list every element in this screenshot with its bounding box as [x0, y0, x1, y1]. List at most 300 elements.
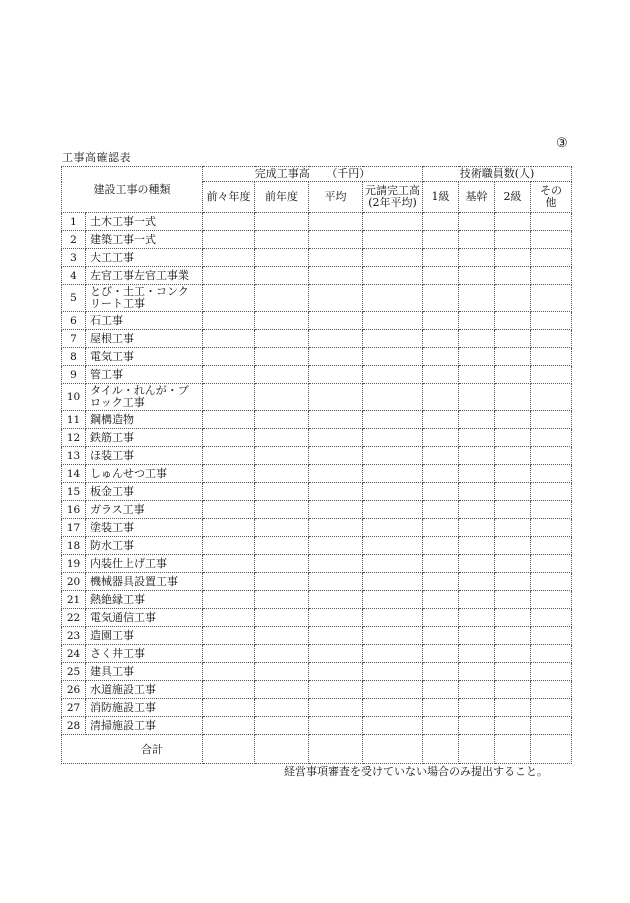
table-row: [62, 591, 572, 609]
cell-prime[interactable]: [363, 591, 423, 609]
table-row: [62, 285, 572, 312]
cell-core[interactable]: [459, 312, 495, 330]
cell-g2[interactable]: [495, 537, 531, 555]
total-cell-g1[interactable]: [423, 735, 459, 764]
cell-other[interactable]: [531, 591, 572, 609]
cell-prev[interactable]: [255, 231, 309, 249]
cell-core[interactable]: [459, 519, 495, 537]
cell-avg[interactable]: [309, 717, 363, 735]
cell-avg[interactable]: [309, 699, 363, 717]
cell-core[interactable]: [459, 267, 495, 285]
cell-avg[interactable]: [309, 573, 363, 591]
cell-prev[interactable]: [255, 465, 309, 483]
cell-prime[interactable]: [363, 717, 423, 735]
work-type-name: [86, 645, 203, 663]
cell-prime[interactable]: [363, 411, 423, 429]
work-type-name-line1: 電気工事: [90, 349, 134, 363]
cell-core[interactable]: [459, 411, 495, 429]
cell-prev2[interactable]: [203, 609, 255, 627]
cell-other[interactable]: [531, 663, 572, 681]
table-row: [62, 348, 572, 366]
cell-prev2[interactable]: [203, 483, 255, 501]
cell-other[interactable]: [531, 699, 572, 717]
cell-avg[interactable]: [309, 627, 363, 645]
cell-g1[interactable]: [423, 573, 459, 591]
work-type-name-line1: 機械器具設置工事: [90, 574, 178, 588]
work-type-name-line1: 鉄筋工事: [90, 430, 134, 444]
header-other-line2: 他: [545, 196, 557, 209]
cell-prev2[interactable]: [203, 627, 255, 645]
table-row: [62, 312, 572, 330]
cell-g1[interactable]: [423, 213, 459, 231]
header-other-line1: その: [540, 184, 563, 197]
cell-prime[interactable]: [363, 537, 423, 555]
cell-g1[interactable]: [423, 717, 459, 735]
cell-core[interactable]: [459, 591, 495, 609]
cell-prev[interactable]: [255, 627, 309, 645]
cell-g1[interactable]: [423, 483, 459, 501]
cell-avg[interactable]: [309, 312, 363, 330]
header-prev2-year: 前々年度: [203, 182, 255, 213]
cell-other[interactable]: [531, 717, 572, 735]
cell-prime[interactable]: [363, 609, 423, 627]
cell-prev[interactable]: [255, 681, 309, 699]
cell-g2[interactable]: [495, 213, 531, 231]
cell-g1[interactable]: [423, 555, 459, 573]
cell-core[interactable]: [459, 483, 495, 501]
cell-prev2[interactable]: [203, 519, 255, 537]
cell-prev2[interactable]: [203, 555, 255, 573]
row-number: 10: [62, 384, 86, 411]
cell-prev[interactable]: [255, 645, 309, 663]
cell-other[interactable]: [531, 627, 572, 645]
cell-prime[interactable]: [363, 501, 423, 519]
cell-core[interactable]: [459, 429, 495, 447]
cell-prime[interactable]: [363, 483, 423, 501]
cell-prev[interactable]: [255, 429, 309, 447]
work-type-name: [86, 348, 203, 366]
work-type-name-line1: 管工事: [90, 367, 123, 381]
total-cell-prime[interactable]: [363, 735, 423, 764]
cell-g2[interactable]: [495, 483, 531, 501]
cell-prev2[interactable]: [203, 591, 255, 609]
cell-prime[interactable]: [363, 366, 423, 384]
work-type-name: [86, 213, 203, 231]
cell-prev[interactable]: [255, 501, 309, 519]
row-number: 25: [62, 663, 86, 681]
cell-prime[interactable]: [363, 681, 423, 699]
work-type-name: [86, 366, 203, 384]
cell-prev[interactable]: [255, 285, 309, 312]
cell-prev2[interactable]: [203, 249, 255, 267]
cell-prime[interactable]: [363, 573, 423, 591]
work-type-name-line1: 大工工事: [90, 250, 134, 264]
cell-g2[interactable]: [495, 681, 531, 699]
work-type-name-line1: 石工事: [90, 313, 123, 327]
cell-prev2[interactable]: [203, 663, 255, 681]
cell-g1[interactable]: [423, 249, 459, 267]
table-row: [62, 411, 572, 429]
row-number: 21: [62, 591, 86, 609]
cell-core[interactable]: [459, 285, 495, 312]
cell-prime[interactable]: [363, 348, 423, 366]
work-type-name: [86, 501, 203, 519]
cell-prev[interactable]: [255, 717, 309, 735]
work-type-name: [86, 681, 203, 699]
cell-prev2[interactable]: [203, 330, 255, 348]
table-row: [62, 465, 572, 483]
cell-prev[interactable]: [255, 267, 309, 285]
cell-other[interactable]: [531, 366, 572, 384]
cell-g1[interactable]: [423, 645, 459, 663]
cell-avg[interactable]: [309, 483, 363, 501]
cell-avg[interactable]: [309, 663, 363, 681]
cell-g2[interactable]: [495, 645, 531, 663]
cell-g2[interactable]: [495, 465, 531, 483]
cell-g2[interactable]: [495, 384, 531, 411]
cell-prime[interactable]: [363, 384, 423, 411]
cell-prev2[interactable]: [203, 681, 255, 699]
cell-avg[interactable]: [309, 609, 363, 627]
total-cell-g2[interactable]: [495, 735, 531, 764]
cell-avg[interactable]: [309, 429, 363, 447]
table-row: [62, 231, 572, 249]
cell-g1[interactable]: [423, 519, 459, 537]
table-row: [62, 429, 572, 447]
work-type-name: [86, 699, 203, 717]
work-type-name-line1: 屋根工事: [90, 331, 134, 345]
table-row: [62, 627, 572, 645]
cell-prev[interactable]: [255, 249, 309, 267]
cell-g1[interactable]: [423, 537, 459, 555]
cell-other[interactable]: [531, 501, 572, 519]
header-core: 基幹: [459, 182, 495, 213]
cell-g1[interactable]: [423, 348, 459, 366]
cell-prev2[interactable]: [203, 213, 255, 231]
cell-prev2[interactable]: [203, 366, 255, 384]
cell-prime[interactable]: [363, 231, 423, 249]
cell-g1[interactable]: [423, 285, 459, 312]
cell-core[interactable]: [459, 384, 495, 411]
work-type-name: [86, 609, 203, 627]
header-work-type: 建設工事の種類: [62, 167, 203, 213]
cell-prime[interactable]: [363, 285, 423, 312]
cell-prev2[interactable]: [203, 537, 255, 555]
cell-prev2[interactable]: [203, 411, 255, 429]
work-type-name-line1: 板金工事: [90, 484, 134, 498]
cell-core[interactable]: [459, 348, 495, 366]
cell-prev2[interactable]: [203, 465, 255, 483]
cell-avg[interactable]: [309, 267, 363, 285]
work-type-name-line1: ほ装工事: [90, 448, 134, 462]
cell-other[interactable]: [531, 681, 572, 699]
cell-prev[interactable]: [255, 213, 309, 231]
row-number: 6: [62, 312, 86, 330]
cell-prime[interactable]: [363, 330, 423, 348]
cell-other[interactable]: [531, 249, 572, 267]
cell-avg[interactable]: [309, 519, 363, 537]
work-type-name: [86, 519, 203, 537]
cell-g2[interactable]: [495, 366, 531, 384]
cell-core[interactable]: [459, 555, 495, 573]
cell-core[interactable]: [459, 699, 495, 717]
total-cell-core[interactable]: [459, 735, 495, 764]
header-prev-year: 前年度: [255, 182, 309, 213]
cell-g2[interactable]: [495, 330, 531, 348]
cell-other[interactable]: [531, 483, 572, 501]
cell-g1[interactable]: [423, 366, 459, 384]
cell-core[interactable]: [459, 213, 495, 231]
cell-avg[interactable]: [309, 411, 363, 429]
cell-core[interactable]: [459, 627, 495, 645]
cell-core[interactable]: [459, 717, 495, 735]
cell-g1[interactable]: [423, 411, 459, 429]
cell-prime[interactable]: [363, 519, 423, 537]
cell-prev2[interactable]: [203, 447, 255, 465]
cell-avg[interactable]: [309, 501, 363, 519]
cell-prev2[interactable]: [203, 348, 255, 366]
cell-other[interactable]: [531, 330, 572, 348]
cell-avg[interactable]: [309, 213, 363, 231]
cell-other[interactable]: [531, 465, 572, 483]
cell-g2[interactable]: [495, 249, 531, 267]
cell-prev2[interactable]: [203, 231, 255, 249]
cell-g2[interactable]: [495, 411, 531, 429]
header-technical-staff: 技術職員数(人): [423, 167, 572, 182]
cell-avg[interactable]: [309, 555, 363, 573]
cell-g2[interactable]: [495, 231, 531, 249]
table-row: [62, 699, 572, 717]
cell-core[interactable]: [459, 609, 495, 627]
cell-prev[interactable]: [255, 312, 309, 330]
cell-g2[interactable]: [495, 591, 531, 609]
cell-g1[interactable]: [423, 429, 459, 447]
cell-prev[interactable]: [255, 483, 309, 501]
cell-prime[interactable]: [363, 447, 423, 465]
cell-prev[interactable]: [255, 663, 309, 681]
cell-g1[interactable]: [423, 681, 459, 699]
work-type-name: [86, 591, 203, 609]
cell-core[interactable]: [459, 366, 495, 384]
row-number: 17: [62, 519, 86, 537]
cell-core[interactable]: [459, 447, 495, 465]
cell-prev[interactable]: [255, 330, 309, 348]
cell-g2[interactable]: [495, 429, 531, 447]
cell-core[interactable]: [459, 231, 495, 249]
cell-g2[interactable]: [495, 573, 531, 591]
cell-avg[interactable]: [309, 465, 363, 483]
cell-prev2[interactable]: [203, 501, 255, 519]
cell-prime[interactable]: [363, 555, 423, 573]
cell-prev2[interactable]: [203, 267, 255, 285]
total-cell-other[interactable]: [531, 735, 572, 764]
cell-prev2[interactable]: [203, 429, 255, 447]
cell-prime[interactable]: [363, 663, 423, 681]
cell-other[interactable]: [531, 555, 572, 573]
cell-core[interactable]: [459, 465, 495, 483]
cell-avg[interactable]: [309, 447, 363, 465]
work-type-name: [86, 555, 203, 573]
work-type-name-line1: 熱絶縁工事: [90, 592, 145, 606]
cell-avg[interactable]: [309, 645, 363, 663]
cell-other[interactable]: [531, 285, 572, 312]
cell-core[interactable]: [459, 663, 495, 681]
cell-g2[interactable]: [495, 348, 531, 366]
cell-g1[interactable]: [423, 591, 459, 609]
cell-prev[interactable]: [255, 573, 309, 591]
cell-g1[interactable]: [423, 447, 459, 465]
work-type-name: [86, 429, 203, 447]
cell-other[interactable]: [531, 231, 572, 249]
cell-prev2[interactable]: [203, 285, 255, 312]
cell-g1[interactable]: [423, 231, 459, 249]
cell-g1[interactable]: [423, 330, 459, 348]
cell-avg[interactable]: [309, 231, 363, 249]
cell-prev[interactable]: [255, 384, 309, 411]
cell-prev2[interactable]: [203, 573, 255, 591]
cell-other[interactable]: [531, 348, 572, 366]
work-type-name-line1: 鋼構造物: [90, 412, 134, 426]
cell-prev[interactable]: [255, 447, 309, 465]
cell-prev[interactable]: [255, 591, 309, 609]
cell-prev2[interactable]: [203, 645, 255, 663]
sales-confirmation-table: [61, 166, 572, 764]
cell-core[interactable]: [459, 501, 495, 519]
cell-avg[interactable]: [309, 330, 363, 348]
cell-other[interactable]: [531, 447, 572, 465]
cell-avg[interactable]: [309, 348, 363, 366]
cell-g2[interactable]: [495, 627, 531, 645]
cell-prev[interactable]: [255, 555, 309, 573]
cell-core[interactable]: [459, 537, 495, 555]
work-type-name: [86, 573, 203, 591]
cell-other[interactable]: [531, 267, 572, 285]
cell-other[interactable]: [531, 537, 572, 555]
cell-other[interactable]: [531, 645, 572, 663]
cell-other[interactable]: [531, 429, 572, 447]
cell-prime[interactable]: [363, 213, 423, 231]
row-number: 18: [62, 537, 86, 555]
cell-other[interactable]: [531, 411, 572, 429]
cell-other[interactable]: [531, 213, 572, 231]
row-number: 8: [62, 348, 86, 366]
cell-g2[interactable]: [495, 717, 531, 735]
cell-g2[interactable]: [495, 519, 531, 537]
cell-g1[interactable]: [423, 699, 459, 717]
cell-other[interactable]: [531, 573, 572, 591]
cell-avg[interactable]: [309, 285, 363, 312]
cell-g1[interactable]: [423, 384, 459, 411]
header-prime-contract: [363, 182, 423, 213]
work-type-name-line1: 塗装工事: [90, 520, 134, 534]
cell-prime[interactable]: [363, 465, 423, 483]
cell-prev[interactable]: [255, 411, 309, 429]
cell-prev[interactable]: [255, 699, 309, 717]
cell-prev[interactable]: [255, 366, 309, 384]
total-cell-avg[interactable]: [309, 735, 363, 764]
cell-avg[interactable]: [309, 591, 363, 609]
cell-g1[interactable]: [423, 465, 459, 483]
cell-core[interactable]: [459, 330, 495, 348]
cell-prime[interactable]: [363, 267, 423, 285]
cell-prev[interactable]: [255, 537, 309, 555]
cell-other[interactable]: [531, 519, 572, 537]
table-row: [62, 213, 572, 231]
cell-core[interactable]: [459, 681, 495, 699]
cell-g2[interactable]: [495, 663, 531, 681]
cell-other[interactable]: [531, 312, 572, 330]
header-prime-contract-line2: (2年平均): [368, 196, 417, 209]
table-row: [62, 447, 572, 465]
cell-prime[interactable]: [363, 312, 423, 330]
cell-prime[interactable]: [363, 645, 423, 663]
cell-prev2[interactable]: [203, 312, 255, 330]
cell-g1[interactable]: [423, 609, 459, 627]
cell-prev2[interactable]: [203, 717, 255, 735]
row-number: 28: [62, 717, 86, 735]
cell-g2[interactable]: [495, 555, 531, 573]
cell-other[interactable]: [531, 384, 572, 411]
cell-core[interactable]: [459, 573, 495, 591]
cell-g2[interactable]: [495, 312, 531, 330]
total-row: [62, 735, 572, 764]
cell-avg[interactable]: [309, 537, 363, 555]
cell-g1[interactable]: [423, 627, 459, 645]
cell-g2[interactable]: [495, 267, 531, 285]
submission-note: 経営事項審査を受けていない場合のみ提出すること。: [284, 765, 548, 778]
work-type-name-line2: ロック工事: [90, 396, 145, 409]
cell-prime[interactable]: [363, 699, 423, 717]
work-type-name-line1: 消防施設工事: [90, 700, 156, 714]
cell-prev[interactable]: [255, 519, 309, 537]
cell-g1[interactable]: [423, 267, 459, 285]
cell-prime[interactable]: [363, 627, 423, 645]
work-type-name-line1: 防水工事: [90, 538, 134, 552]
cell-g2[interactable]: [495, 447, 531, 465]
cell-prime[interactable]: [363, 429, 423, 447]
cell-avg[interactable]: [309, 249, 363, 267]
cell-other[interactable]: [531, 609, 572, 627]
cell-prev2[interactable]: [203, 384, 255, 411]
cell-g1[interactable]: [423, 312, 459, 330]
cell-core[interactable]: [459, 249, 495, 267]
work-type-name: [86, 465, 203, 483]
cell-g1[interactable]: [423, 501, 459, 519]
cell-prev2[interactable]: [203, 699, 255, 717]
cell-core[interactable]: [459, 645, 495, 663]
cell-avg[interactable]: [309, 384, 363, 411]
cell-g1[interactable]: [423, 663, 459, 681]
cell-g2[interactable]: [495, 285, 531, 312]
cell-avg[interactable]: [309, 366, 363, 384]
table-row: [62, 267, 572, 285]
cell-prev[interactable]: [255, 609, 309, 627]
cell-g2[interactable]: [495, 699, 531, 717]
total-cell-prev[interactable]: [255, 735, 309, 764]
work-type-name: [86, 411, 203, 429]
header-completed-sales: 完成工事高 （千円）: [203, 167, 423, 182]
cell-avg[interactable]: [309, 681, 363, 699]
table-row: [62, 573, 572, 591]
cell-g2[interactable]: [495, 501, 531, 519]
cell-prime[interactable]: [363, 249, 423, 267]
work-type-name-line1: 内装仕上げ工事: [90, 556, 167, 570]
cell-g2[interactable]: [495, 609, 531, 627]
total-cell-prev2[interactable]: [203, 735, 255, 764]
cell-prev[interactable]: [255, 348, 309, 366]
table-row: [62, 555, 572, 573]
row-number: 5: [62, 285, 86, 312]
